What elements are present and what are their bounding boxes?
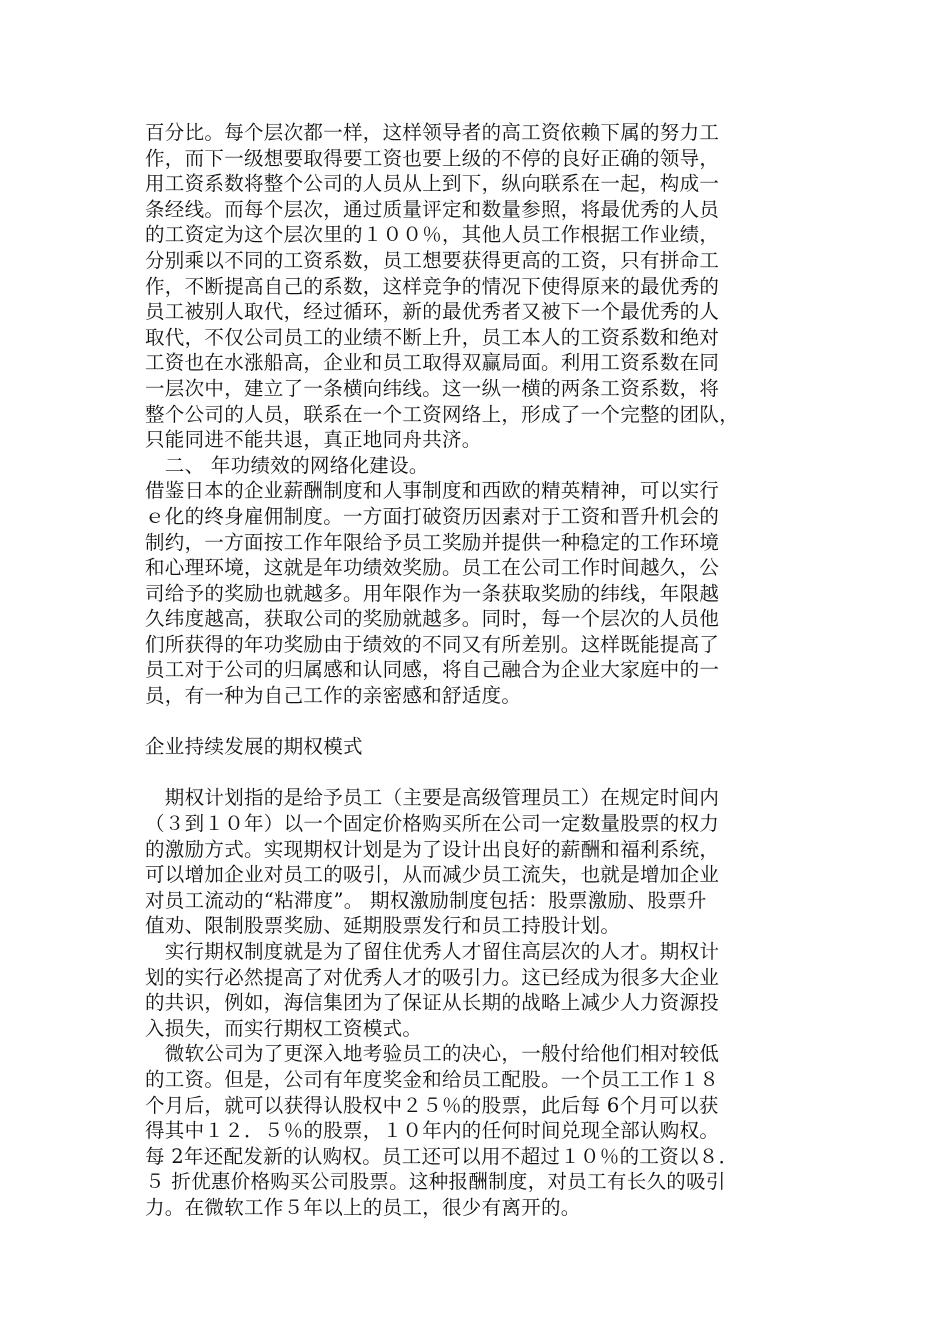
- text-line: 只能同进不能共退，真正地同舟共济。: [145, 428, 482, 452]
- text-line: 期权计划指的是给予员工（主要是高级管理员工）在规定时间内: [145, 786, 720, 810]
- text-line: ｅ化的终身雇佣制度。一方面打破资历因素对于工资和晋升机会的: [145, 504, 720, 528]
- text-line: 划的实行必然提高了对优秀人才的吸引力。这已经成为很多大企业: [145, 965, 720, 989]
- paragraph-option-plan: [145, 785, 825, 939]
- text-line: 员工对于公司的归属感和认同感，将自己融合为企业大家庭中的一: [145, 658, 720, 682]
- text-line: 每 2年还配发新的认购权。员工还可以用不超过１０％的工资以８．: [145, 1144, 739, 1168]
- blank-line: [145, 709, 825, 735]
- text-line: 实行期权制度就是为了留住优秀人才留住高层次的人才。期权计: [145, 940, 720, 963]
- text-line: 作，不断提高自己的系数，这样竞争的情况下使得原来的最优秀的: [145, 274, 720, 298]
- text-line: 的工资。但是，公司有年度奖金和给员工配股。一个员工工作１８: [145, 1067, 720, 1091]
- text-line: 用工资系数将整个公司的人员从上到下，纵向联系在一起，构成一: [145, 172, 720, 196]
- text-line: 的共识，例如，海信集团为了保证从长期的战略上减少人力资源投: [145, 991, 720, 1015]
- text-line: 们所获得的年功奖励由于绩效的不同又有所差别。这样既能提高了: [145, 632, 720, 656]
- text-line: 值劝、限制股票奖励、延期股票发行和员工持股计划。: [145, 914, 621, 938]
- text-line: 借鉴日本的企业薪酬制度和人事制度和西欧的精英精神，可以实行: [145, 479, 720, 503]
- text-line: 微软公司为了更深入地考验员工的决心，一般付给他们相对较低: [145, 1042, 720, 1066]
- text-line: 和心理环境，这就是年功绩效奖励。员工在公司工作时间越久，公: [145, 556, 720, 580]
- blank-line: [145, 760, 825, 786]
- text-line: 整个公司的人员，联系在一个工资网络上，形成了一个完整的团队，: [145, 402, 740, 426]
- text-line: 分别乘以不同的工资系数，员工想要获得更高的工资，只有拼命工: [145, 248, 720, 272]
- text-line: 个月后，就可以获得认股权中２５％的股票，此后每 6个月可以获: [145, 1093, 719, 1117]
- document-page: [145, 120, 825, 1221]
- text-line: 作，而下一级想要取得要工资也要上级的不停的良好正确的领导，: [145, 146, 720, 170]
- text-line: 员，有一种为自己工作的亲密感和舒适度。: [145, 684, 522, 708]
- section-title: 企业持续发展的期权模式: [145, 735, 363, 759]
- text-line: 员工被别人取代，经过循环，新的最优秀者又被下一个最优秀的人: [145, 300, 720, 324]
- text-line: （３到１０年）以一个固定价格购买所在公司一定数量股票的权力: [145, 812, 720, 836]
- text-line: 条经线。而每个层次，通过质量评定和数量参照，将最优秀的人员: [145, 197, 720, 221]
- paragraph-retain-talent: [145, 939, 825, 1041]
- text-line: 入损失，而实行期权工资模式。: [145, 1016, 423, 1040]
- text-line: 一层次中，建立了一条横向纬线。这一纵一横的两条工资系数，将: [145, 376, 720, 400]
- text-line: 对员工流动的“粘滞度”。 期权激励制度包括：股票激励、股票升: [145, 888, 707, 912]
- text-line: 久纬度越高，获取公司的奖励就越多。同时，每一个层次的人员他: [145, 607, 720, 631]
- paragraph-salary-coefficient: [145, 120, 825, 453]
- text-line: ５ 折优惠价格购买公司股票。这种报酬制度，对员工有长久的吸引: [145, 1170, 726, 1194]
- text-line: 司给予的奖励也就越多。用年限作为一条获取奖励的纬线，年限越: [145, 581, 720, 605]
- paragraph-microsoft-example: [145, 1041, 825, 1220]
- text-line: 制约，一方面按工作年限给予员工奖励并提供一种稳定的工作环境: [145, 530, 720, 554]
- text-line: 力。在微软工作５年以上的员工，很少有离开的。: [145, 1195, 581, 1219]
- text-line: 百分比。每个层次都一样，这样领导者的高工资依赖下属的努力工: [145, 121, 720, 144]
- section-heading: 二、 年功绩效的网络化建设。: [145, 453, 429, 477]
- text-line: 的工资定为这个层次里的１００％，其他人员工作根据工作业绩，: [145, 223, 720, 247]
- paragraph-seniority-reward: [145, 478, 825, 708]
- text-line: 可以增加企业对员工的吸引，从而减少员工流失，也就是增加企业: [145, 863, 720, 887]
- text-line: 的激励方式。实现期权计划是为了设计出良好的薪酬和福利系统，: [145, 837, 720, 861]
- text-line: 得其中１２．５％的股票，１０年内的任何时间兑现全部认购权。: [145, 1119, 720, 1143]
- text-line: 取代，不仅公司员工的业绩不断上升，员工本人的工资系数和绝对: [145, 325, 720, 349]
- text-line: 工资也在水涨船高，企业和员工取得双赢局面。利用工资系数在同: [145, 351, 720, 375]
